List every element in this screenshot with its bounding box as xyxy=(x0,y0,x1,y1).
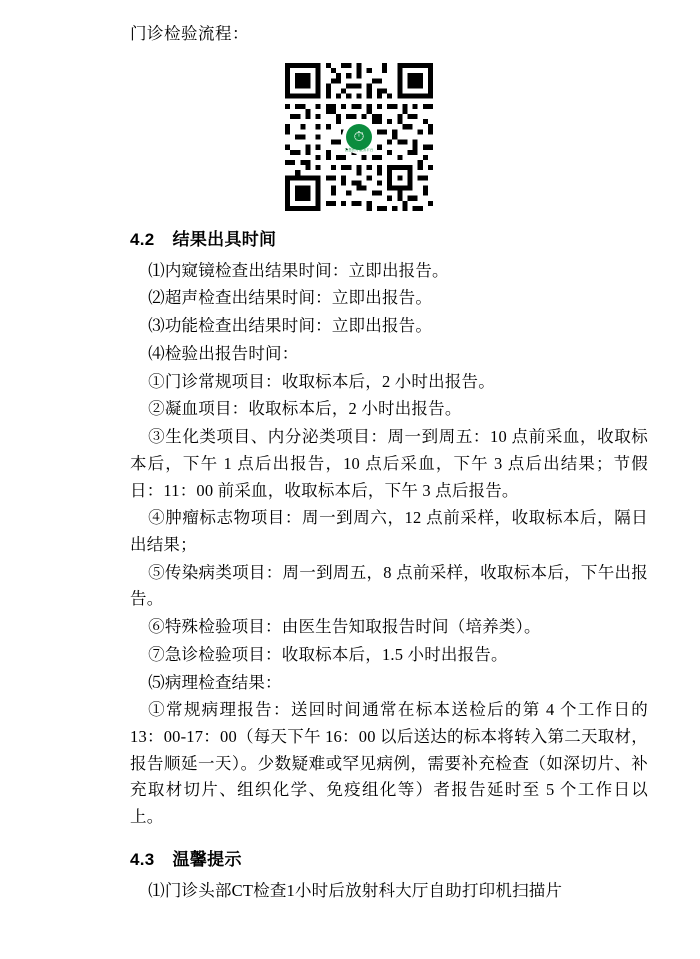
paragraph: ①常规病理报告：送回时间通常在标本送检后的第 4 个工作日的 13：00-17：00（每天下午 16：00 以后送达的标本将转入第二天取材，报告顺延一天）。少数疑难或罕见病例，需要补充检查（如深切片、补充取材切片、组织化学、免疫组化等）者报告延时至 5 个工作日以上。 xyxy=(130,700,648,827)
paragraph: ②凝血项目：收取标本后，2 小时出报告。 xyxy=(148,399,462,419)
paragraph: ⑸病理检查结果： xyxy=(148,672,282,692)
section-title: 温馨提示 xyxy=(172,849,242,869)
section-heading-4-2 xyxy=(130,225,648,250)
section-title: 结果出具时间 xyxy=(172,229,277,249)
section-number: 4.3 xyxy=(130,849,155,869)
qr-logo-caption: 智慧医疗服务平台 xyxy=(344,147,374,152)
paragraph: ⑴内窥镜检查出结果时间：立即出报告。 xyxy=(148,260,449,280)
intro-line: 门诊检验流程： xyxy=(130,24,249,43)
paragraph: ⑶功能检查出结果时间：立即出报告。 xyxy=(148,316,433,336)
paragraph: ⑤传染病类项目：周一到周五，8 点前采样，收取标本后，下午出报告。 xyxy=(130,562,648,609)
paragraph: ①门诊常规项目：收取标本后，2 小时出报告。 xyxy=(148,371,495,391)
section-number: 4.2 xyxy=(130,229,155,249)
section-4-3-body xyxy=(130,878,648,905)
section-4-2-body xyxy=(130,258,648,831)
qr-logo-glyph: ⏱ xyxy=(346,124,372,150)
qr-code-image xyxy=(285,63,433,211)
qr-code-block xyxy=(130,63,648,211)
paragraph: ⑦急诊检验项目：收取标本后，1.5 小时出报告。 xyxy=(148,644,508,664)
paragraph: ③生化类项目、内分泌类项目：周一到周五：10 点前采血，收取标本后，下午 1 点后出报告，10 点后采血，下午 3 点后出结果；节假日：11：00 前采血，收取标本后，下午 3 点后报告。 xyxy=(130,427,648,500)
paragraph: ⑷检验出报告时间： xyxy=(148,343,299,363)
qr-center-logo xyxy=(342,120,376,154)
paragraph: ⑴门诊头部CT检查1小时后放射科大厅自助打印机扫描片 xyxy=(148,880,563,900)
paragraph: ⑥特殊检验项目：由医生告知取报告时间（培养类）。 xyxy=(148,617,541,637)
paragraph: ⑵超声检查出结果时间：立即出报告。 xyxy=(148,288,433,308)
paragraph: ④肿瘤标志物项目：周一到周六，12 点前采样，收取标本后，隔日出结果； xyxy=(130,508,648,554)
section-heading-4-3 xyxy=(130,845,648,870)
